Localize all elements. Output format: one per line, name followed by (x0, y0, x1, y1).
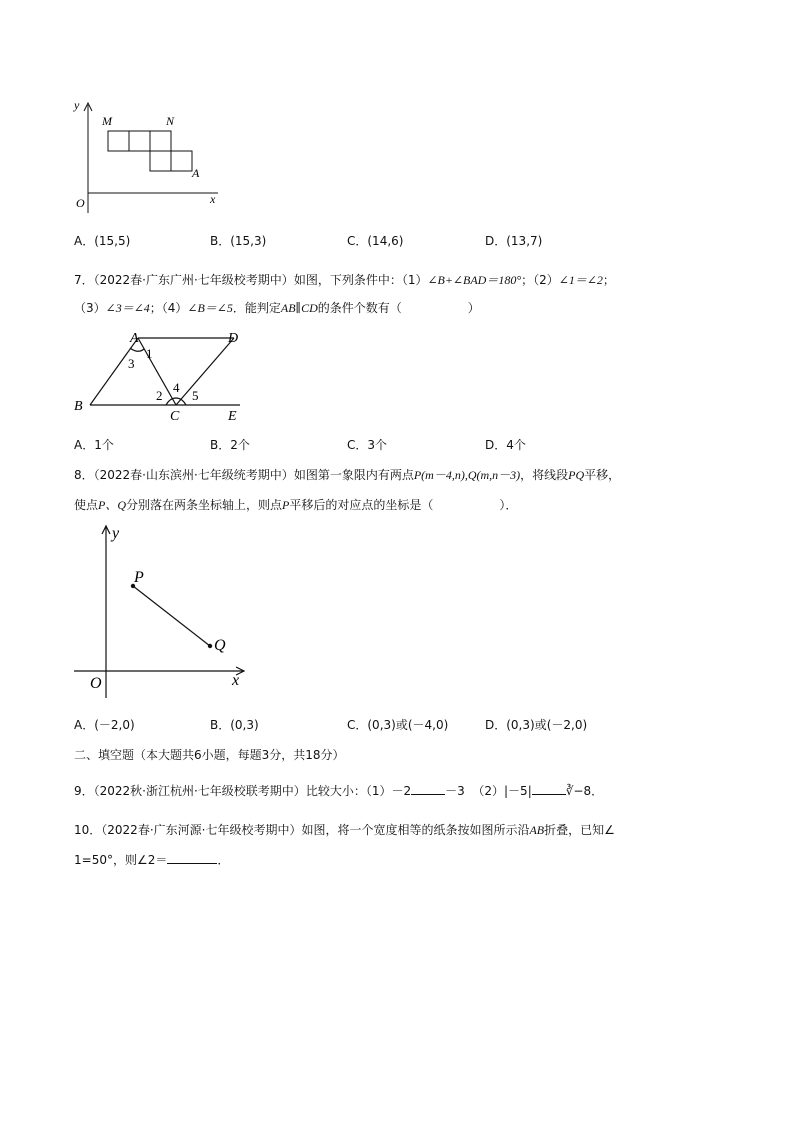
q7-source: （2022春·广东广州·七年级校考期中） (93, 273, 294, 287)
fig8-p-label: P (134, 569, 144, 586)
q8-option-b[interactable]: B．(0,3) (210, 718, 259, 732)
fig6-grid-squares (108, 131, 192, 171)
q10-line-1: 10．（2022春·广东河源·七年级校考期中）如图，将一个宽度相等的纸条按如图所示沿AB折叠，已知∠ (74, 823, 615, 837)
fig7-label-e: E (228, 409, 237, 424)
q7-text: 如图，下列条件中：（1） (293, 273, 428, 287)
q7-cond2: ∠1＝∠2 (558, 273, 603, 287)
fig7-label-c: C (170, 409, 180, 424)
q7-option-a[interactable]: A．1个 (74, 438, 114, 452)
q7-line-2: （3）∠3＝∠4；（4）∠B＝∠5．能判定AB∥CD的条件个数有（ ） (74, 301, 480, 315)
q7-option-d[interactable]: D．4个 (485, 438, 526, 452)
q7-cond4: ∠B＝∠5 (187, 301, 233, 315)
q10-number: 10． (74, 823, 102, 837)
q7-number: 7． (74, 273, 94, 287)
fig6-origin: O (76, 196, 85, 210)
fig7-label-d: D (228, 331, 239, 346)
fig6-a-label: A (192, 166, 200, 180)
q7-parallelogram-figure (66, 328, 256, 424)
q8-line-1: 8．（2022春·山东滨州·七年级统考期中）如图第一象限内有两点P(m－4,n),Q(m,n－3)，将线段PQ平移， (74, 468, 621, 482)
section-2-heading: 二、填空题（本大题共6小题，每题3分，共18分） (74, 748, 345, 762)
fig8-x-label: x (232, 672, 240, 689)
q7-parallel: AB∥CD (280, 301, 318, 315)
q8-option-d[interactable]: D．(0,3)或(－2,0) (485, 718, 588, 732)
fig6-n-label: N (166, 114, 175, 128)
q8-number: 8． (74, 468, 94, 482)
q9-blank-2[interactable] (532, 782, 566, 795)
fig7-angle-1: 1 (146, 346, 153, 361)
q7-cond3: ∠3＝∠4 (105, 301, 150, 315)
fig7-angle-4: 4 (173, 380, 180, 395)
q7-option-c[interactable]: C．3个 (347, 438, 388, 452)
q6-option-b[interactable]: B．(15,3) (210, 234, 267, 248)
fig8-y-label: y (112, 525, 120, 542)
fig7-label-a: A (130, 331, 139, 346)
q6-option-a[interactable]: A．(15,5) (74, 234, 131, 248)
fig7-label-b: B (74, 399, 83, 414)
q8-points: P(m－4,n),Q(m,n－3) (413, 468, 521, 482)
q10-blank[interactable] (167, 851, 217, 864)
q9-number: 9． (74, 784, 94, 798)
fig8-origin: O (90, 675, 102, 692)
fig7-angle-5: 5 (192, 388, 199, 403)
q8-option-c[interactable]: C．(0,3)或(－4,0) (347, 718, 449, 732)
q8-coordinate-figure (68, 520, 258, 700)
q9-line: 9．（2022秋·浙江杭州·七年级校联考期中）比较大小：（1）－2 －3 （2）|－5| ∛−8． (74, 784, 604, 798)
q8-line-2: 使点P、Q分别落在两条坐标轴上，则点P平移后的对应点的坐标是（ ）． (74, 498, 518, 512)
q8-point-q (208, 644, 212, 648)
q6-option-d[interactable]: D．(13,7) (485, 234, 543, 248)
q7-line-1: 7．（2022春·广东广州·七年级校考期中）如图，下列条件中：（1）∠B+∠BAD＝180°；（2）∠1＝∠2； (74, 273, 615, 287)
fig8-q-label: Q (214, 637, 226, 654)
q6-coordinate-figure (60, 95, 230, 215)
q6-option-c[interactable]: C．(14,6) (347, 234, 404, 248)
q10-line-2: 1=50°，则∠2＝ ． (74, 853, 230, 867)
q10-source: （2022春·广东河源·七年级校考期中） (101, 823, 302, 837)
q7-option-b[interactable]: B．2个 (210, 438, 250, 452)
fig6-y-label: y (74, 98, 80, 112)
fig6-m-label: M (102, 114, 112, 128)
q8-source: （2022春·山东滨州·七年级统考期中） (93, 468, 294, 482)
fig6-x-label: x (210, 192, 216, 206)
q7-cond1: ∠B+∠BAD＝180° (427, 273, 522, 287)
q9-source: （2022秋·浙江杭州·七年级校联考期中） (93, 784, 306, 798)
fig7-angle-2: 2 (156, 388, 163, 403)
q9-blank-1[interactable] (411, 782, 445, 795)
fig7-angle-3: 3 (128, 356, 135, 371)
q8-option-a[interactable]: A．(－2,0) (74, 718, 135, 732)
